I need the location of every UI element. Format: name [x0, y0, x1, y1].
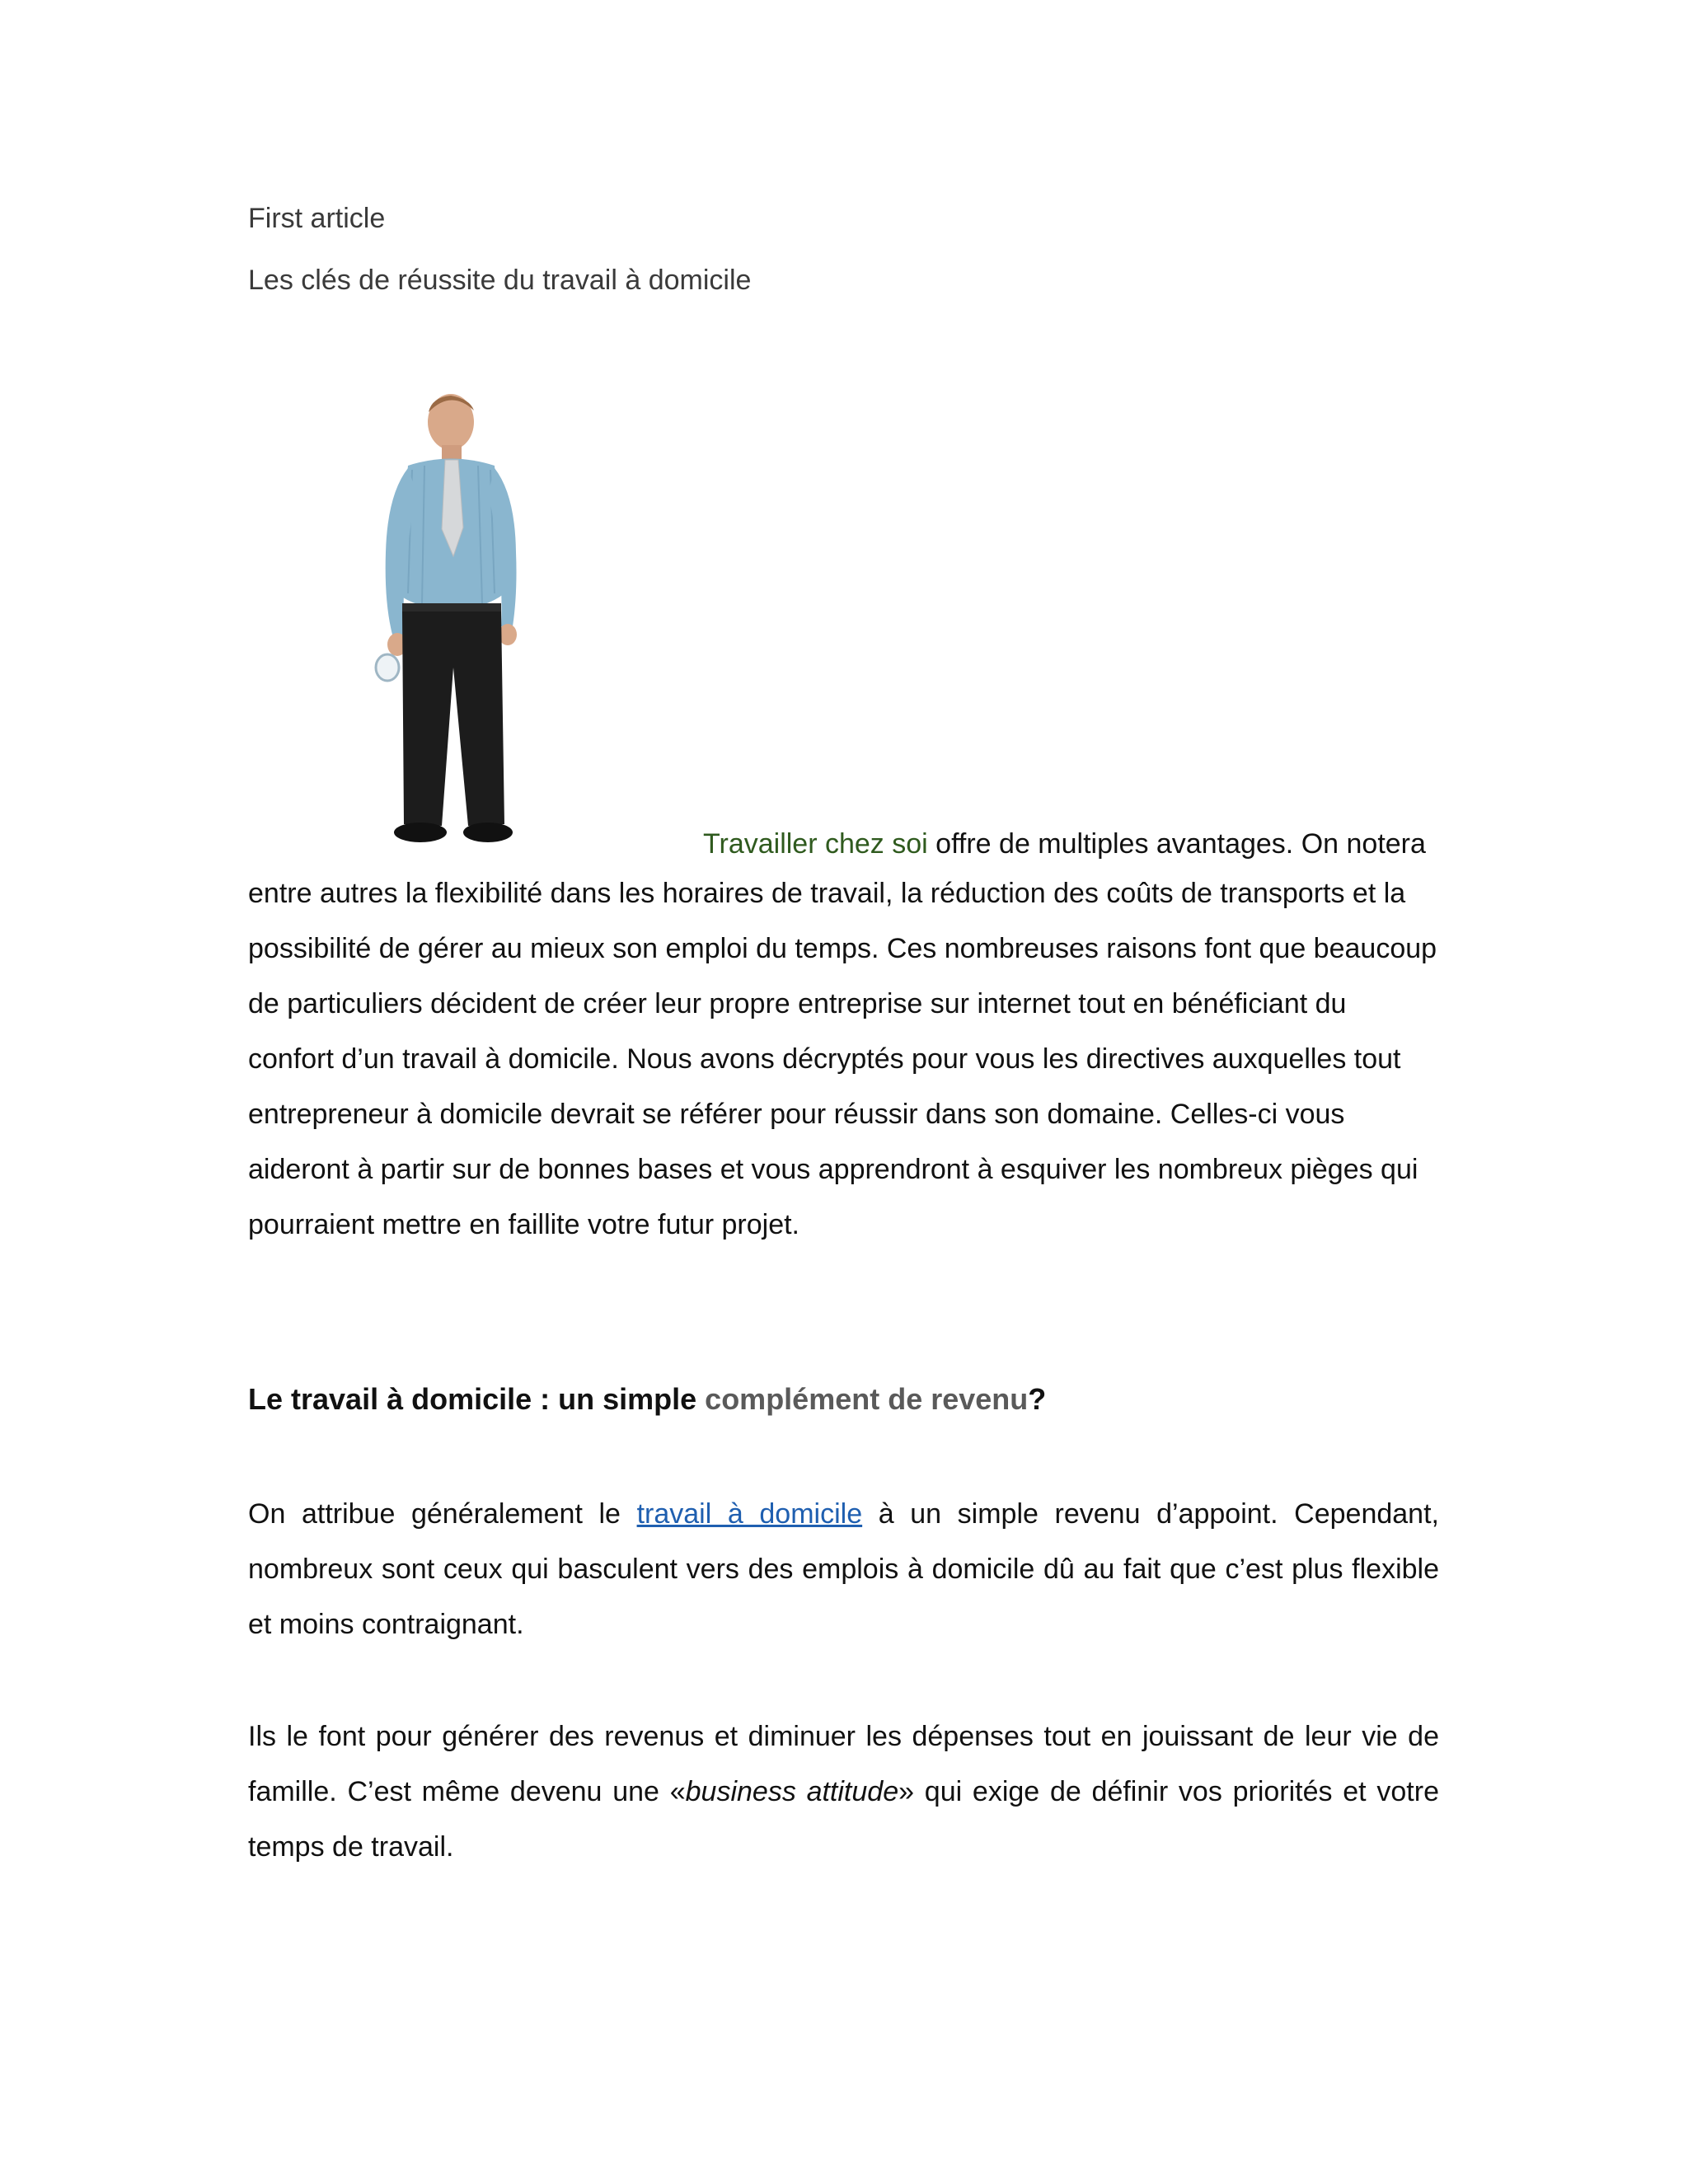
article-label: First article	[248, 203, 386, 234]
intro-line: de particuliers décident de créer leur propre entreprise sur internet tout en bénéficiant du	[248, 988, 1347, 1019]
paragraph-text: » qui exige de définir vos priorités et votre	[898, 1776, 1439, 1807]
paragraph-text: famille. C’est même devenu une «	[248, 1776, 686, 1807]
intro-line: pourraient mettre en faillite votre futur projet.	[248, 1209, 799, 1240]
man-figure-icon	[363, 387, 560, 857]
intro-line: confort d’un travail à domicile. Nous avons décryptés pour vous les directives auxquelles tout	[248, 1043, 1401, 1075]
intro-highlight: Travailler chez soi	[703, 828, 928, 860]
intro-line: entre autres la flexibilité dans les horaires de travail, la réduction des coûts de transports et la	[248, 878, 1406, 909]
paragraph-1	[248, 1487, 1439, 1652]
paragraph-line: Ils le font pour générer des revenus et diminuer les dépenses tout en jouissant de leur vie de	[248, 1721, 1439, 1752]
paragraph-line: et moins contraignant.	[248, 1609, 524, 1640]
paragraph-line: nombreux sont ceux qui basculent vers des emplois à domicile dû au fait que c’est plus flexible	[248, 1554, 1439, 1585]
paragraph-line	[248, 1487, 1439, 1542]
intro-first-line-text: offre de multiples avantages. On notera	[927, 828, 1426, 860]
paragraph-line: temps de travail.	[248, 1831, 454, 1863]
paragraph-text: On attribue généralement le	[248, 1498, 637, 1530]
intro-line: aideront à partir sur de bonnes bases et vous apprendront à esquiver les nombreux pièges qui	[248, 1154, 1418, 1185]
section-heading-start: Le travail à domicile : un simple	[248, 1382, 706, 1416]
business-attitude-italic: business attitude	[685, 1776, 899, 1807]
travail-a-domicile-link[interactable]: travail à domicile	[636, 1498, 863, 1530]
paragraph-text: à un simple revenu d’appoint. Cependant,	[862, 1498, 1439, 1530]
section-heading-end: ?	[1028, 1382, 1047, 1416]
intro-paragraph	[248, 866, 1443, 1253]
paragraph-line	[248, 1765, 1439, 1820]
intro-line: entrepreneur à domicile devrait se référer pour réussir dans son domaine. Celles-ci vous	[248, 1099, 1345, 1130]
document-title: Les clés de réussite du travail à domicile	[248, 265, 752, 296]
section-heading-highlight: complément de revenu	[705, 1382, 1029, 1416]
section-heading	[248, 1382, 1047, 1416]
intro-first-line	[703, 830, 1426, 858]
man-standing-with-mug-photo	[363, 387, 560, 857]
intro-line: possibilité de gérer au mieux son emploi du temps. Ces nombreuses raisons font que beaucoup	[248, 933, 1437, 964]
paragraph-2	[248, 1709, 1439, 1875]
